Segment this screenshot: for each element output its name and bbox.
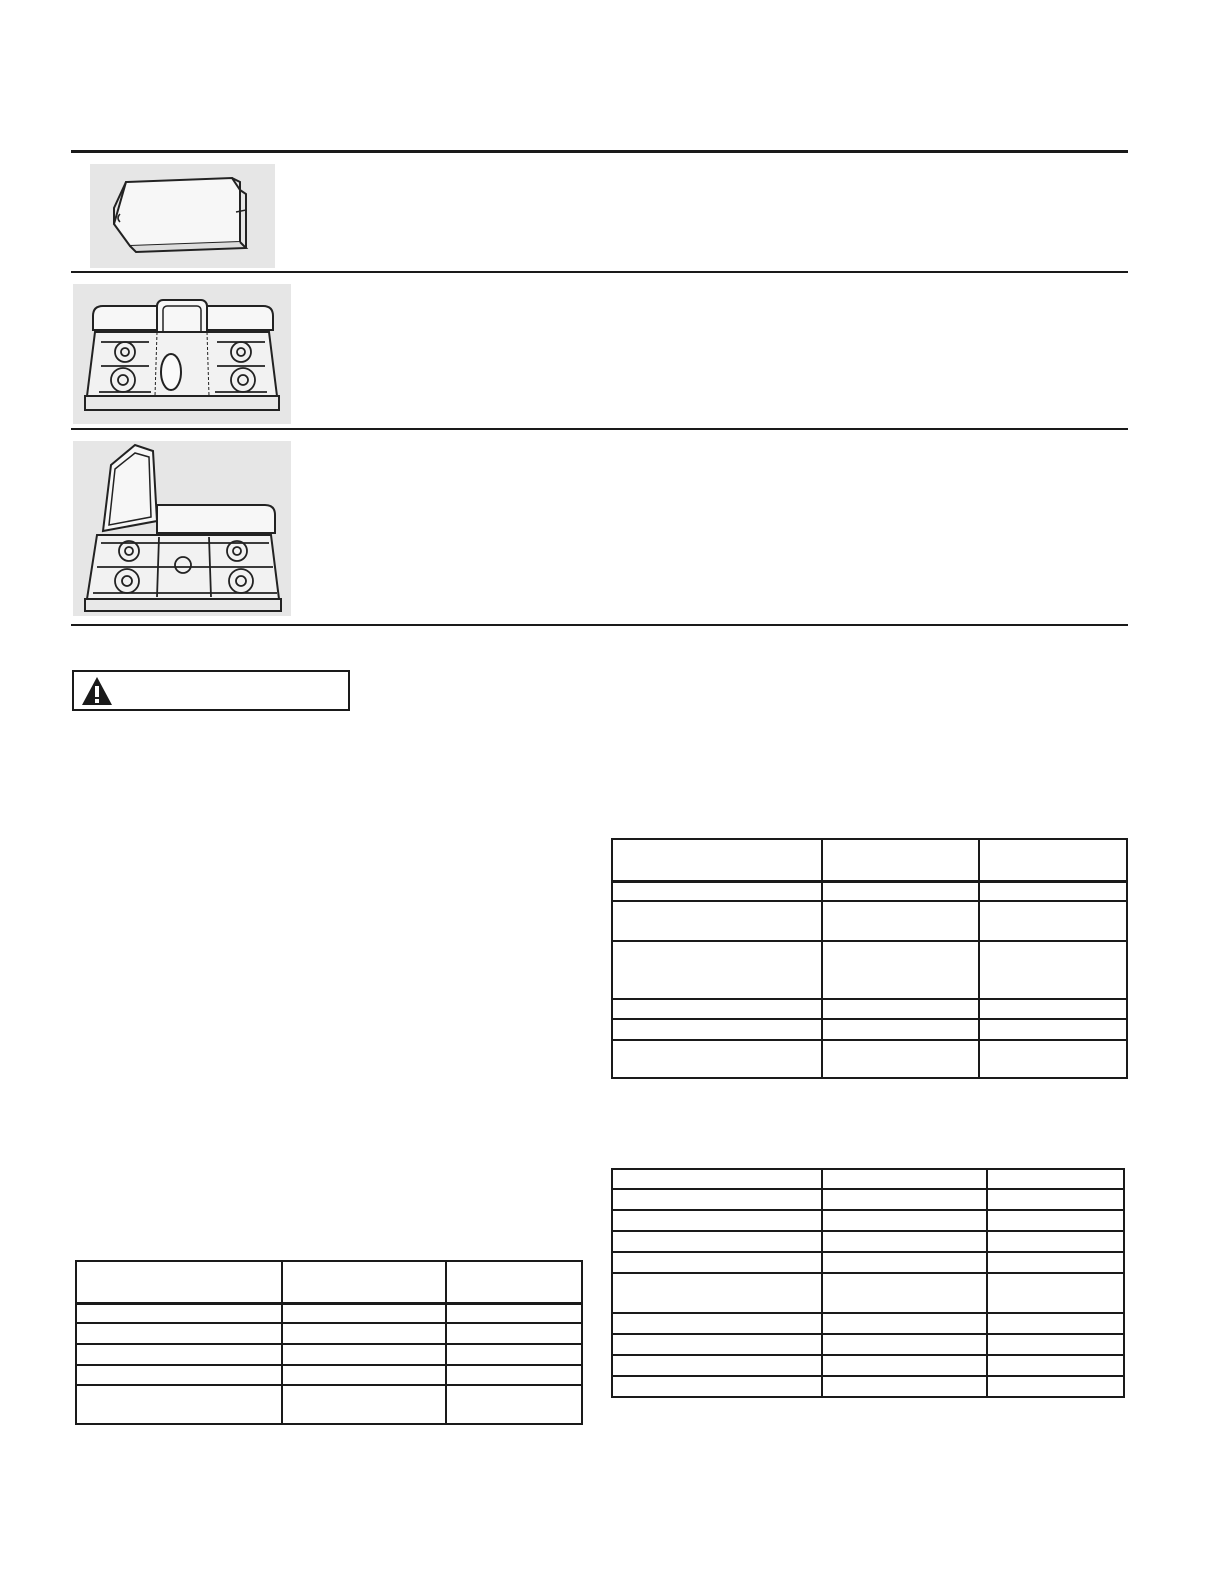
table-row bbox=[612, 999, 1127, 1019]
table-top-right bbox=[611, 838, 1128, 1079]
section-divider bbox=[71, 624, 1128, 626]
table-row bbox=[76, 1303, 582, 1323]
table-row bbox=[612, 1231, 1124, 1252]
table-cell bbox=[822, 839, 979, 881]
table-row bbox=[612, 1189, 1124, 1210]
table-row bbox=[612, 1210, 1124, 1231]
table-cell bbox=[612, 839, 822, 881]
table-row bbox=[612, 1273, 1124, 1313]
table-row bbox=[612, 1169, 1124, 1189]
table-row bbox=[612, 1313, 1124, 1334]
table-cell bbox=[76, 1261, 282, 1303]
table-row bbox=[76, 1385, 582, 1424]
griddle-placement-icon bbox=[73, 441, 291, 616]
table-row bbox=[612, 1019, 1127, 1040]
table-row bbox=[76, 1323, 582, 1344]
table-bottom-right bbox=[611, 1168, 1125, 1398]
warning-icon bbox=[80, 675, 114, 707]
table-row bbox=[76, 1365, 582, 1385]
table-row bbox=[612, 1355, 1124, 1376]
table-row bbox=[612, 1252, 1124, 1273]
table-row bbox=[612, 1376, 1124, 1397]
table-cell bbox=[446, 1261, 582, 1303]
section-divider bbox=[71, 271, 1128, 273]
warning-label-box bbox=[72, 670, 350, 711]
table-row bbox=[612, 1334, 1124, 1355]
table-cell bbox=[282, 1261, 446, 1303]
griddle-icon bbox=[90, 164, 275, 268]
table-row bbox=[612, 881, 1127, 901]
table-cell bbox=[979, 839, 1127, 881]
table-row bbox=[76, 1344, 582, 1365]
table-bottom-left bbox=[75, 1260, 583, 1425]
cooktop-with-griddle-icon bbox=[73, 284, 291, 424]
page-title bbox=[71, 110, 1128, 140]
table-row bbox=[612, 941, 1127, 999]
table-row bbox=[612, 901, 1127, 941]
table-row bbox=[612, 1040, 1127, 1078]
top-rule bbox=[71, 150, 1128, 153]
section-divider bbox=[71, 428, 1128, 430]
